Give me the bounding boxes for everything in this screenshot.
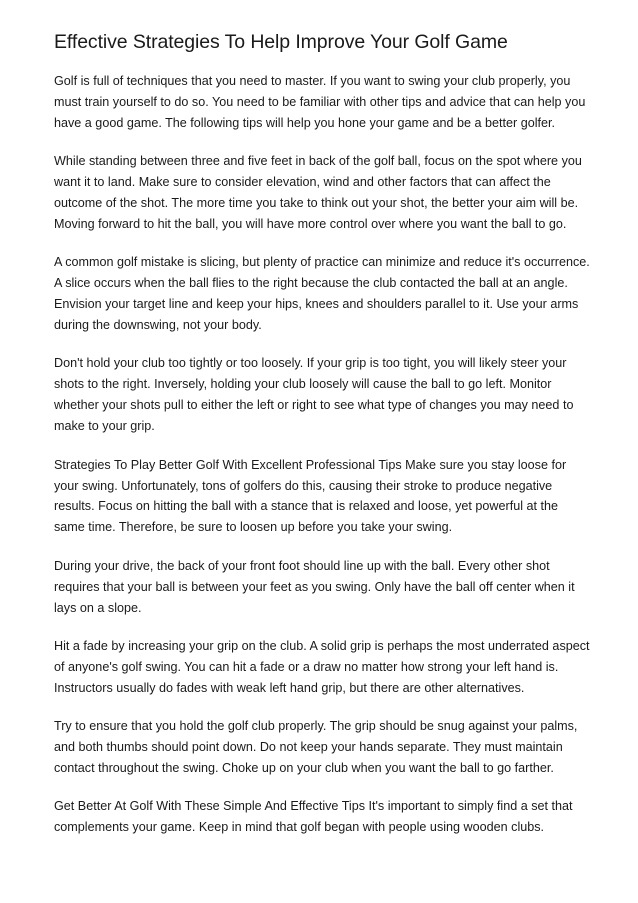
paragraph-hold-club: Try to ensure that you hold the golf club properly. The grip should be snug against your palms, and both thumbs should point down. Do not keep your hands separate. They must maintain contact throughout the swing. Choke up on your club when you want the ball to go farther. (54, 719, 578, 775)
paragraph-fade: Hit a fade by increasing your grip on the club. A solid grip is perhaps the most underrated aspect of anyone's golf swing. You can hit a fade or a draw no matter how strong your left hand is. Instructors usually do fades with weak left hand grip, but there are other alternatives. (54, 638, 590, 695)
paragraph-slicing: A common golf mistake is slicing, but plenty of practice can minimize and reduce it's occurrence. A slice occurs when the ball flies to the right because the club contacted the ball at an angle. Envision your target line and keep your hips, knees and shoulders parallel to it. Use your arms during the downswing, not your body. (54, 255, 590, 333)
document-page (54, 30, 590, 856)
paragraph-grip-pressure: Don't hold your club too tightly or too loosely. If your grip is too tight, you will likely steer your shots to the right. Inversely, holding your club loosely will cause the ball to go left. Monitor whether your shots pull to either the left or right to see what type of changes you may need to make to your grip. (54, 356, 574, 434)
paragraph-stay-loose: Strategies To Play Better Golf With Excellent Professional Tips Make sure you stay loose for your swing. Unfortunately, tons of golfers do this, causing their stroke to produce negative results. Focus on hitting the ball with a stance that is relaxed and loose, yet powerful at the same time. Therefore, be sure to loosen up before you take your swing. (54, 457, 567, 535)
paragraph-equipment: Get Better At Golf With These Simple And Effective Tips It's important to simply find a set that complements your game. Keep in mind that golf began with people using wooden clubs. (54, 799, 573, 835)
page-title: Effective Strategies To Help Improve Your Golf Game (54, 31, 508, 53)
paragraph-intro: Golf is full of techniques that you need to master. If you want to swing your club properly, you must train yourself to do so. You need to be familiar with other tips and advice that can help you have a good game. The following tips will help you hone your game and be a better golfer. (54, 74, 586, 130)
paragraph-aim: While standing between three and five feet in back of the golf ball, focus on the spot where you want it to land. Make sure to consider elevation, wind and other factors that can affect the outcome of the shot. The more time you take to think out your shot, the better your aim will be. Moving forward to hit the ball, you will have more control over where you want the ball to go. (54, 154, 582, 231)
paragraph-ball-position: During your drive, the back of your front foot should line up with the ball. Every other shot requires that your ball is between your feet as you swing. Only have the ball off center when it lays on a slope. (54, 558, 575, 615)
